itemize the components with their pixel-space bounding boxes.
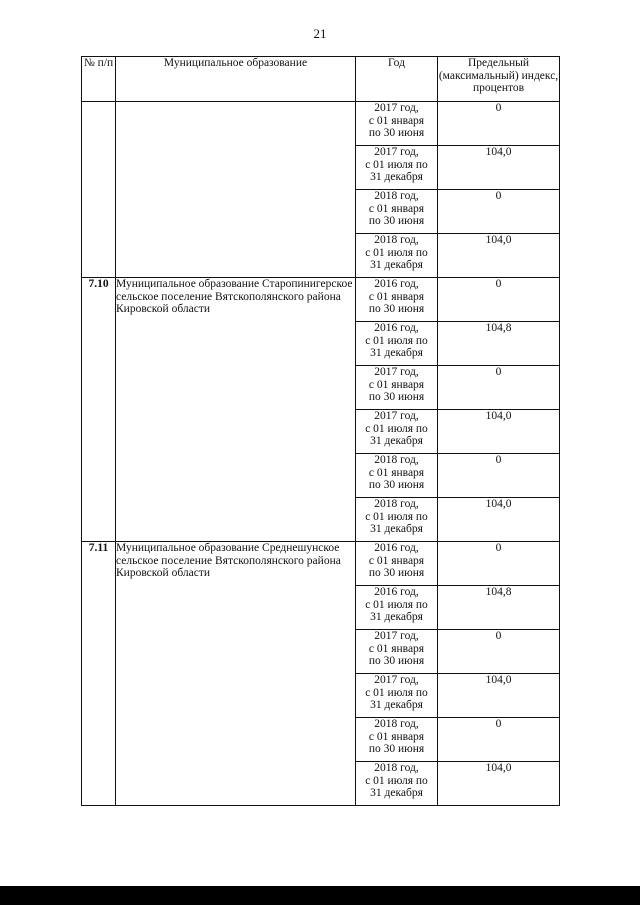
- header-municipality: Муниципальное образование: [116, 57, 356, 102]
- year-period-cell: [356, 366, 438, 410]
- year-period-cell: [356, 102, 438, 146]
- period-line: 31 декабря: [370, 699, 423, 711]
- year-period-cell: [356, 146, 438, 190]
- period-line: 2016 год,: [374, 278, 419, 290]
- header-year: Год: [356, 57, 438, 102]
- header-index: Предельный (максимальный) индекс, процентов: [438, 57, 560, 102]
- period-line: 2018 год,: [374, 234, 419, 246]
- period-line: по 30 июня: [368, 479, 425, 491]
- period-line: 31 декабря: [370, 171, 423, 183]
- municipality-cell-continued: [116, 102, 356, 278]
- year-period-cell: [356, 278, 438, 322]
- period-line: по 30 июня: [368, 303, 425, 315]
- year-period-cell: [356, 630, 438, 674]
- index-value-cell: 0: [438, 278, 560, 322]
- period-line: с 01 января: [368, 202, 425, 215]
- index-value-cell: 0: [438, 102, 560, 146]
- period-line: 31 декабря: [370, 435, 423, 447]
- period-line: 2017 год,: [374, 102, 419, 114]
- period-line: 2017 год,: [374, 410, 419, 422]
- period-line: с 01 июля по: [365, 158, 428, 171]
- period-line: с 01 января: [368, 290, 425, 303]
- year-period-cell: [356, 718, 438, 762]
- period-line: с 01 января: [368, 466, 425, 479]
- period-line: 2018 год,: [374, 498, 419, 510]
- period-line: 2018 год,: [374, 454, 419, 466]
- period-line: 2018 год,: [374, 190, 419, 202]
- period-line: по 30 июня: [368, 215, 425, 227]
- period-line: с 01 января: [368, 642, 425, 655]
- scan-bottom-edge: [0, 886, 640, 905]
- header-num: № п/п: [82, 57, 116, 102]
- period-line: с 01 июля по: [365, 510, 428, 523]
- period-line: с 01 июля по: [365, 774, 428, 787]
- period-line: с 01 января: [368, 554, 425, 567]
- period-line: по 30 июня: [368, 391, 425, 403]
- year-period-cell: [356, 410, 438, 454]
- period-line: 2017 год,: [374, 366, 419, 378]
- num-cell-continued: [82, 102, 116, 278]
- period-line: 2018 год,: [374, 718, 419, 730]
- row-number-cell: 7.10: [82, 278, 116, 542]
- year-period-cell: [356, 542, 438, 586]
- period-line: по 30 июня: [368, 655, 425, 667]
- period-line: по 30 июня: [368, 743, 425, 755]
- period-line: по 30 июня: [368, 567, 425, 579]
- period-line: с 01 июля по: [365, 598, 428, 611]
- index-value-cell: 104,8: [438, 586, 560, 630]
- table-row: [82, 542, 560, 586]
- period-line: 2016 год,: [374, 542, 419, 554]
- period-line: 31 декабря: [370, 611, 423, 623]
- period-line: с 01 июля по: [365, 246, 428, 259]
- index-value-cell: 104,0: [438, 146, 560, 190]
- index-value-cell: 104,0: [438, 234, 560, 278]
- period-line: 31 декабря: [370, 259, 423, 271]
- row-number-cell: 7.11: [82, 542, 116, 806]
- table-row: [82, 278, 560, 322]
- period-line: 31 декабря: [370, 523, 423, 535]
- municipality-cell: Муниципальное образование Среднешунское сельское поселение Вятскополянского района Кировской области: [116, 542, 356, 806]
- period-line: 2017 год,: [374, 630, 419, 642]
- period-line: 2018 год,: [374, 762, 419, 774]
- year-period-cell: [356, 762, 438, 806]
- index-value-cell: 104,0: [438, 762, 560, 806]
- table-body: [82, 102, 560, 806]
- year-period-cell: [356, 498, 438, 542]
- year-period-cell: [356, 586, 438, 630]
- period-line: с 01 июля по: [365, 686, 428, 699]
- index-value-cell: 0: [438, 718, 560, 762]
- year-period-cell: [356, 674, 438, 718]
- index-value-cell: 104,0: [438, 410, 560, 454]
- period-line: по 30 июня: [368, 127, 425, 139]
- index-value-cell: 104,0: [438, 498, 560, 542]
- period-line: 31 декабря: [370, 347, 423, 359]
- period-line: с 01 января: [368, 730, 425, 743]
- year-period-cell: [356, 190, 438, 234]
- period-line: 2017 год,: [374, 674, 419, 686]
- period-line: с 01 июля по: [365, 422, 428, 435]
- year-period-cell: [356, 454, 438, 498]
- index-value-cell: 0: [438, 366, 560, 410]
- year-period-cell: [356, 322, 438, 366]
- index-value-cell: 0: [438, 630, 560, 674]
- index-value-cell: 104,0: [438, 674, 560, 718]
- index-value-cell: 0: [438, 454, 560, 498]
- table-row: [82, 102, 560, 146]
- period-line: с 01 июля по: [365, 334, 428, 347]
- index-value-cell: 0: [438, 542, 560, 586]
- period-line: 2016 год,: [374, 322, 419, 334]
- year-period-cell: [356, 234, 438, 278]
- period-line: 31 декабря: [370, 787, 423, 799]
- period-line: 2016 год,: [374, 586, 419, 598]
- municipality-cell: Муниципальное образование Старопинигерское сельское поселение Вятскополянского района Кировской области: [116, 278, 356, 542]
- period-line: 2017 год,: [374, 146, 419, 158]
- page-number: 21: [313, 26, 327, 41]
- period-line: с 01 января: [368, 378, 425, 391]
- table-header-row: [82, 57, 560, 102]
- period-line: с 01 января: [368, 114, 425, 127]
- index-value-cell: 104,8: [438, 322, 560, 366]
- index-value-cell: 0: [438, 190, 560, 234]
- tariff-index-table: [81, 56, 560, 806]
